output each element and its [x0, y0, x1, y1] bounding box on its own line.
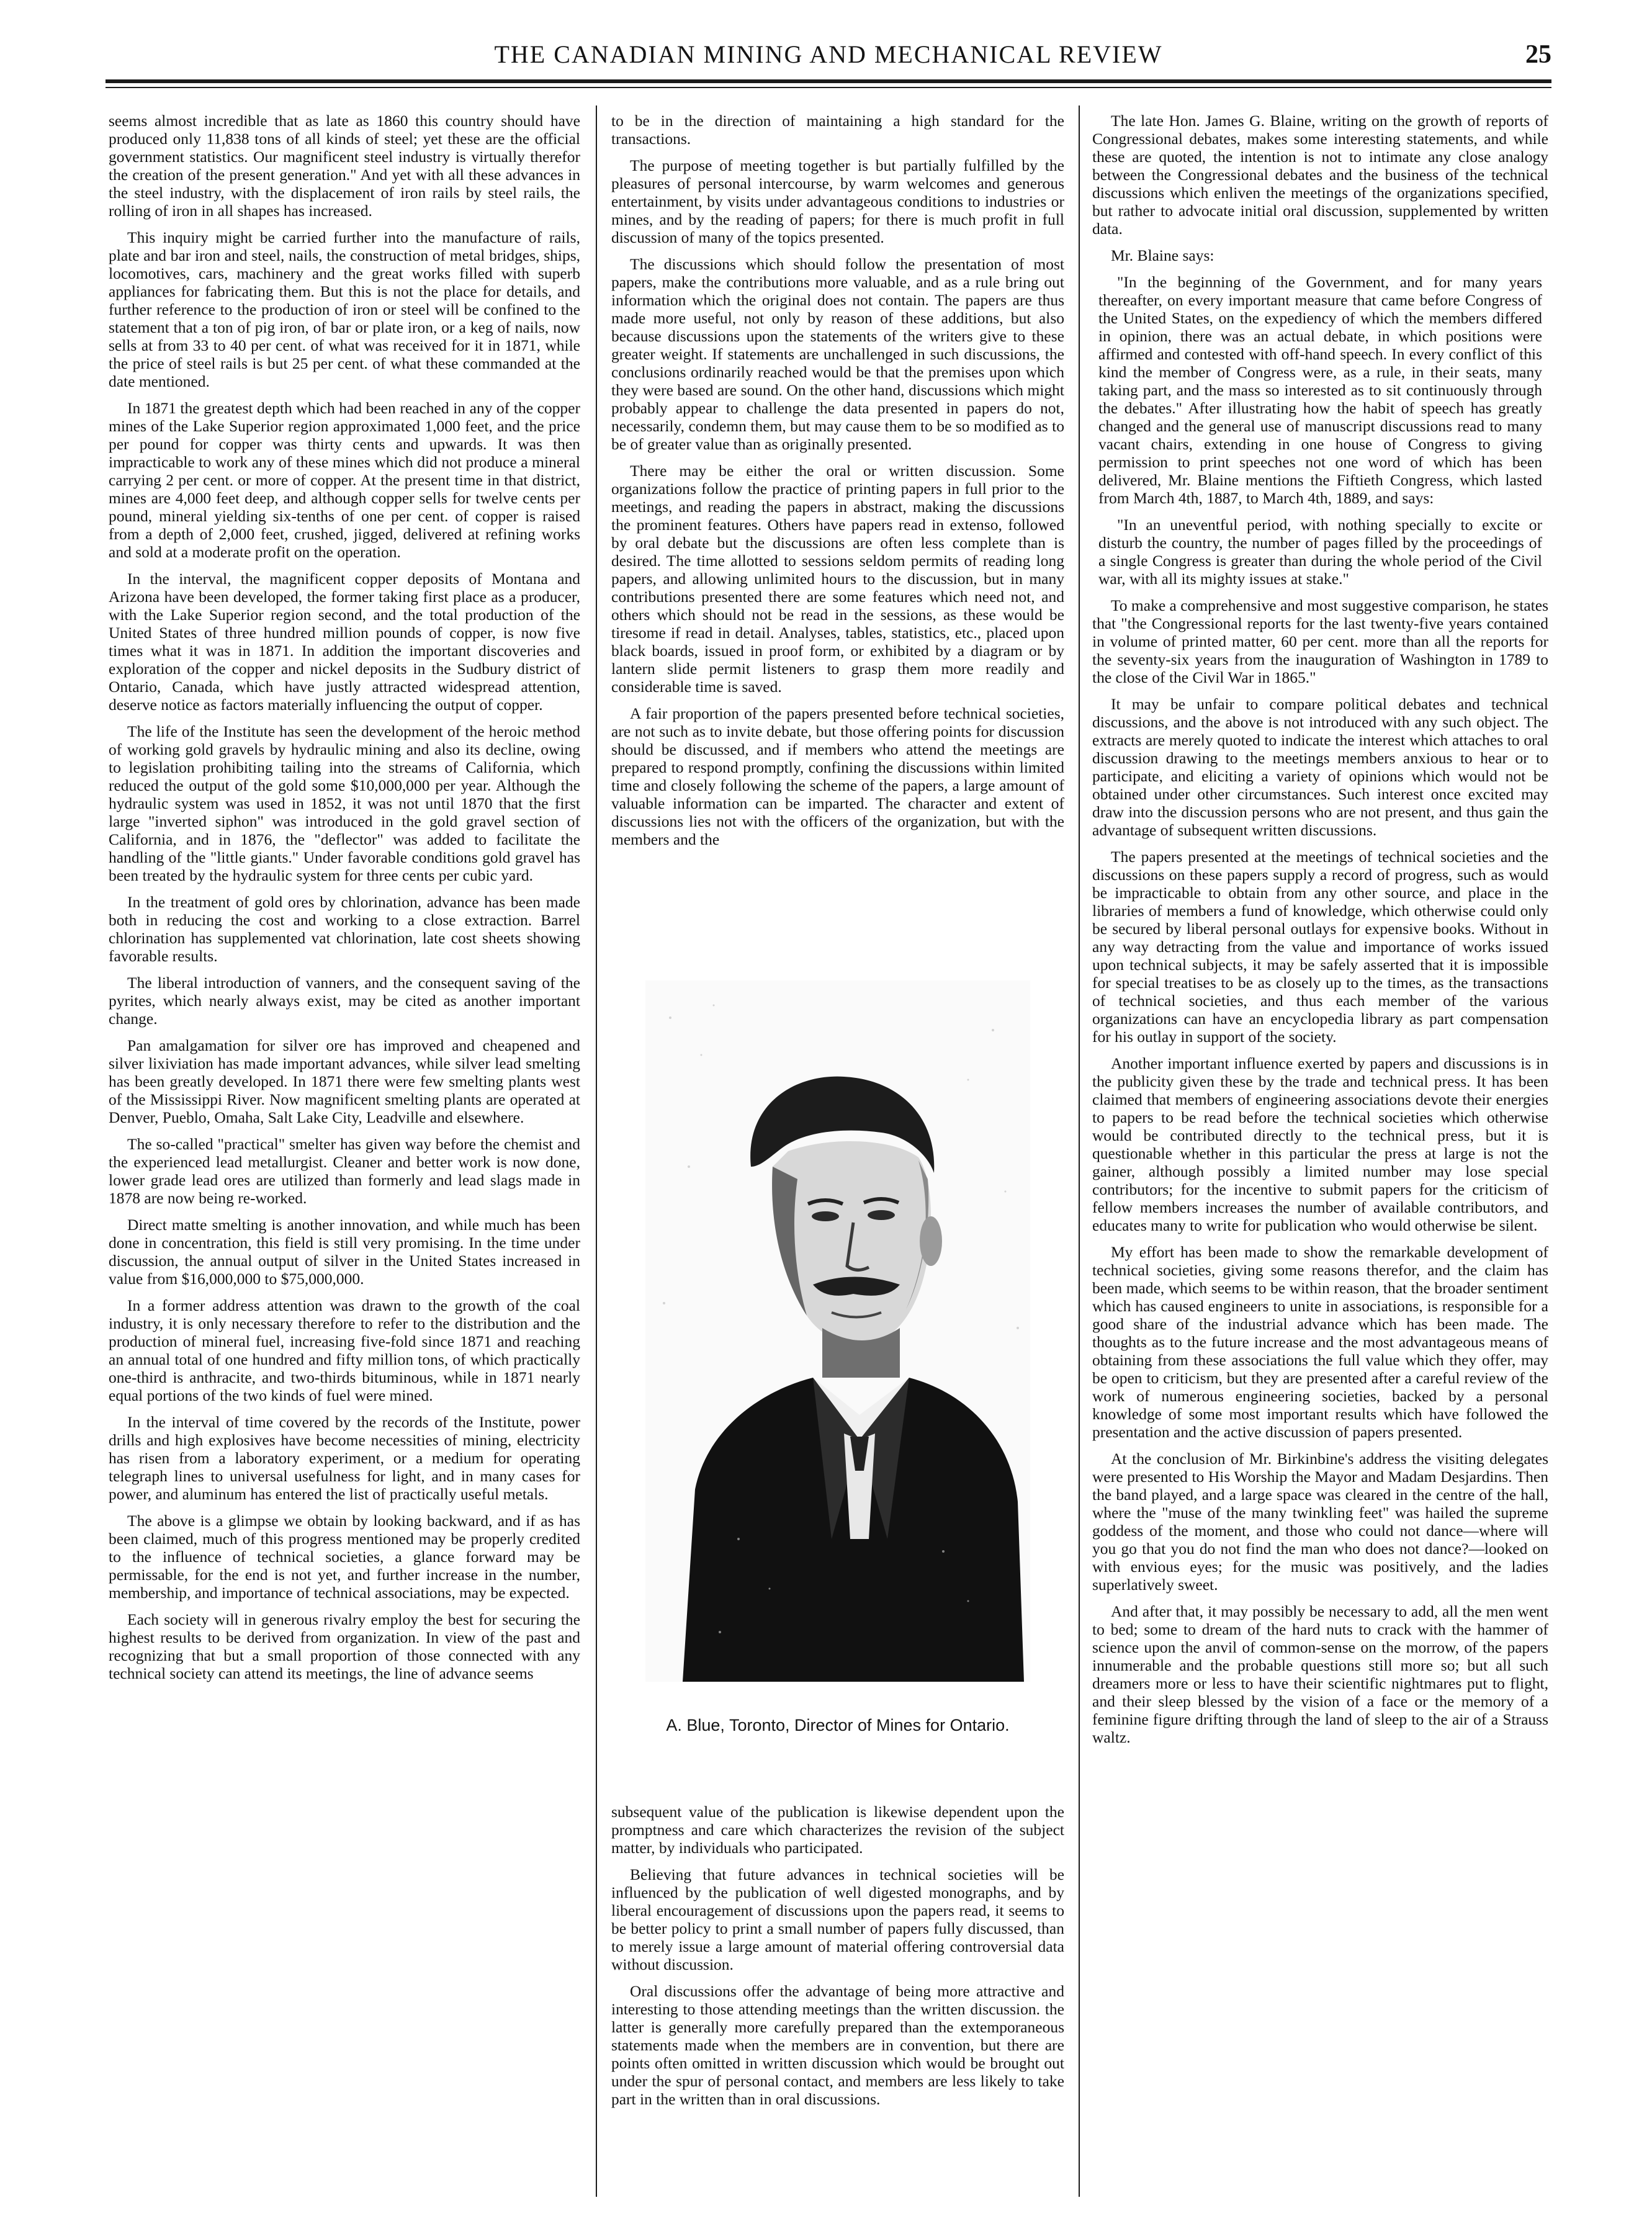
paragraph: The liberal introduction of vanners, and the consequent saving of the pyrites, which nearly always exist, may be cited as another important change. [109, 974, 580, 1028]
paragraph: Mr. Blaine says: [1111, 246, 1214, 264]
header-rule-thick [105, 79, 1551, 83]
paragraph: to be in the direction of maintaining a high standard for the transactions. [611, 112, 1064, 148]
column-3 [1092, 112, 1548, 2197]
paragraph: Oral discussions offer the advantage of being more attractive and interesting to those attending meetings than the written discussion. the latter is generally more carefully prepared than the extemporaneous statements made when the members are in convention, but there are points often omitted in written discussion which would be brought out under the spur of personal contact, and members are less likely to take part in the written than in oral discussions. [611, 1982, 1064, 2108]
paragraph: The purpose of meeting together is but partially fulfilled by the pleasures of personal intercourse, by warm welcomes and generous entertainment, by visits under advantageous conditions to industries or mines, and by the reading of papers; for there is much profit in full discussion of many of the topics presented. [611, 156, 1064, 246]
column-2-top [611, 112, 1064, 968]
paragraph: The above is a glimpse we obtain by looking backward, and if as has been claimed, much of this progress mentioned may be properly credited to the influence of technical societies, a glance forward may be permissable, for the end is not yet, and further increase in the number, membership, and importance of technical associations, may be expected. [109, 1512, 580, 1602]
paragraph: The life of the Institute has seen the development of the heroic method of working gold gravels by hydraulic mining and also its decline, owing to legislation prohibiting tailing into the streams of California, which reduced the output of the gold some $10,000,000 per year. Although the hydraulic system was used in 1852, it was not until 1870 that the first large "inverted siphon" was introduced in the gold gravel section of California, and in 1876, the "deflector" was added to facilitate the handling of the "little giants." Under favorable conditions gold gravel has been treated by the hydraulic system for three cents per cubic yard. [109, 722, 580, 884]
paragraph: Pan amalgamation for silver ore has improved and cheapened and silver lixiviation has made important advances, while silver lead smelting has been greatly developed. In 1871 there were few smelting plants west of the Mississippi River. Now magnificent smelting plants are operated at Denver, Pueblo, Omaha, Salt Lake City, Leadville and elsewhere. [109, 1036, 580, 1126]
paragraph: The so-called "practical" smelter has given way before the chemist and the experienced lead metallurgist. Cleaner and better work is now done, lower grade lead ores are utilized than formerly and lead slags made in 1878 are now being re-worked. [109, 1135, 580, 1207]
paragraph: In the interval of time covered by the records of the Institute, power drills and high explosives have become necessities of mining, electricity has risen from a laboratory experiment, or a medium for operating telegraph lines to universal usefulness for light, and in many cases for power, and aluminum has entered the list of practically useful metals. [109, 1413, 580, 1503]
quotation: "In an uneventful period, with nothing specially to excite or disturb the country, the number of pages filled by the proceedings of a single Congress is greater than during the whole period of the Civil war, with all its mighty issues at stake." [1098, 516, 1542, 588]
paragraph: seems almost incredible that as late as 1860 this country should have produced only 11,838 tons of all kinds of steel; yet these are the official government statistics. Our magnificent steel industry is virtually therefor the creation of the present generation." And yet with all these advances in the steel industry, with the displacement of iron rails by steel rails, the rolling of iron in all shapes has increased. [109, 112, 580, 220]
column-1 [109, 112, 580, 2197]
portrait-engraving [645, 980, 1030, 1682]
page-number: 25 [1525, 40, 1551, 69]
quotation: "In the beginning of the Government, and for many years thereafter, on every important measure that came before Congress of the United States, on the expediency of which the members differed in opinion, there was an actual debate, in which positions were affirmed and contested with off-hand speech. In every conflict of this kind the member of Congress were, as a rule, in their seats, many taking part, and the mass so interested as to sit continuously through the debates." After illustrating how the habit of speech has greatly changed and the general use of manuscript discussions read to many vacant chairs, extending in one house of Congress to giving permission to print speeches not one word of which has been delivered, Mr. Blaine mentions the Fiftieth Congress, which lasted from March 4th, 1887, to March 4th, 1889, and says: [1098, 273, 1542, 507]
paragraph: In 1871 the greatest depth which had been reached in any of the copper mines of the Lake Superior region approximated 1,000 feet, and the price per pound for copper was thirty cents and upwards. It was then impracticable to work any of these mines which did not produce a mineral carrying 2 per cent. or more of copper. At the present time in that district, mines are 4,000 feet deep, and although copper sells for twelve cents per pound, mineral yielding six-tenths of one per cent. of copper is raised from a depth of 2,000 feet, crushed, jigged, delivered at refining works and sold at a moderate profit on the operation. [109, 399, 580, 561]
column-divider-2 [1079, 105, 1080, 2197]
paragraph: In the treatment of gold ores by chlorination, advance has been made both in reducing the cost and working to a close extraction. Barrel chlorination has supplemented vat chlorination, late cost sheets showing favorable results. [109, 893, 580, 965]
paragraph: The discussions which should follow the presentation of most papers, make the contributions more valuable, and as a rule bring out information which the original does not contain. The papers are thus made more useful, not only by reason of these additions, but also because discussions upon the statements of the writers give to these greater weight. If statements are unchallenged in such discussions, the conclusions ordinarily reached would be that the premises upon which they were based are sound. On the other hand, discussions which might probably appear to challenge the data presented in papers do not, necessarily, condemn them, but may cause them to be so modified as to be of greater value than as originally presented. [611, 255, 1064, 453]
column-2-bottom [611, 1803, 1064, 2197]
paragraph: In the interval, the magnificent copper deposits of Montana and Arizona have been developed, the former taking first place as a producer, with the Lake Superior region second, and the total production of the United States of three hundred million pounds of copper, is now five times what it was in 1871. In addition the important discoveries and exploration of the copper and nickel deposits in the Sudbury district of Ontario, Canada, which have justly attracted widespread attention, deserve notice as factors materially influencing the output of copper. [109, 570, 580, 714]
paragraph: Believing that future advances in technical societies will be influenced by the publication of well digested monographs, and by liberal encouragement of discussions upon the papers read, it seems to be better policy to print a small number of papers fully discussed, than to merely issue a large amount of material offering controversial data without discussion. [611, 1865, 1064, 1973]
paragraph: There may be either the oral or written discussion. Some organizations follow the practice of printing papers in full prior to the meetings, and reading the papers in abstract, making the discussions the prominent features. Others have papers read in extenso, followed by oral debate but the discussions are often less complete than is desired. The time allotted to sessions seldom permits of reading long papers, and allowing unlimited hours to the discussion, but in many contributions presented there are some features which need not, and others which should not be read in the sessions, as these would be tiresome if read in detail. Analyses, tables, statistics, etc., placed upon black boards, issued in proof form, or exhibited by a diagram or by lantern slide permit listeners to grasp them more readily and considerable time is saved. [611, 462, 1064, 696]
portrait-photo [645, 980, 1030, 1682]
paragraph: My effort has been made to show the remarkable development of technical societies, giving some reasons therefor, and the claim has been made, which seems to be within reason, that the broader sentiment which has caused engineers to unite in associations, is responsible for a good share of the industrial advance which has been made. The thoughts as to the future increase and the most advantageous means of obtaining from these associations the full value which they offer, may be open to criticism, but they are presented after a careful review of the work of numerous engineering societies, backed by a personal knowledge of some most important results which have followed the presentation and the active discussion of papers presented. [1092, 1243, 1548, 1441]
column-divider-1 [596, 105, 597, 2197]
figure-caption: A. Blue, Toronto, Director of Mines for Ontario. [666, 1716, 1010, 1734]
header-rule-thin [105, 87, 1551, 88]
publication-title: THE CANADIAN MINING AND MECHANICAL REVIEW [494, 40, 1163, 68]
paragraph: It may be unfair to compare political debates and technical discussions, and the above is not introduced with any such object. The extracts are merely quoted to indicate the interest which attaches to oral discussion drawing to the meetings members anxious to hear or to participate, and eliciting a variety of opinions which would not be obtained under other circumstances. Such interest once excited may draw into the discussion persons who are not present, and thus gain the advantage of subsequent written discussions. [1092, 695, 1548, 839]
portrait-figure [611, 980, 1064, 1750]
paragraph: subsequent value of the publication is likewise dependent upon the promptness and care which characterizes the revision of the subject matter, by individuals who participated. [611, 1803, 1064, 1857]
paragraph: At the conclusion of Mr. Birkinbine's address the visiting delegates were presented to His Worship the Mayor and Madam Desjardins. Then the band played, and a large space was cleared in the centre of the hall, where the "muse of the many twinkling feet" was hailed the supreme goddess of the moment, and those who could not dance—where will you go that you do not find the man who does not dance?—looked on with envious eyes; for the music was positively, and the ladies superlatively sweet. [1092, 1450, 1548, 1594]
paragraph: In a former address attention was drawn to the growth of the coal industry, it is only necessary therefore to refer to the distribution and the production of mineral fuel, increasing five-fold since 1871 and reaching an annual total of one hundred and fifty million tons, of which practically one-third is anthracite, and two-thirds bituminous, while in 1871 nearly equal portions of the two kinds of fuel were mined. [109, 1296, 580, 1404]
paragraph: Each society will in generous rivalry employ the best for securing the highest results to be derived from organization. In view of the past and recognizing that but a small proportion of those connected with any technical society can attend its meetings, the line of advance seems [109, 1610, 580, 1682]
paragraph: And after that, it may possibly be necessary to add, all the men went to bed; some to dream of the hard nuts to crack with the hammer of science upon the anvil of common-sense on the morrow, of the papers innumerable and the probable questions still more so; but all such dreamers more or less to have their scientific nightmares put to flight, and their sleep blessed by the vision of a face or the memory of a feminine figure drifting through the land of sleep to the air of a Strauss waltz. [1092, 1602, 1548, 1746]
page-header [105, 37, 1551, 74]
paragraph: A fair proportion of the papers presented before technical societies, are not such as to invite debate, but those offering points for discussion should be discussed, and if members who attend the meetings are prepared to respond promptly, confining the discussions within limited time and closely following the scheme of the papers, a large amount of valuable information can be imparted. The character and extent of discussions lies not with the officers of the organization, but with the members and the [611, 704, 1064, 848]
paragraph: The papers presented at the meetings of technical societies and the discussions on these papers supply a record of progress, such as would be impracticable to obtain from any other source, and place in the libraries of members a fund of knowledge, which otherwise could only be secured by liberal personal outlays for expensive books. Without in any way detracting from the value and importance of works issued upon technical subjects, it may be safely asserted that it is impossible for special treatises to be as closely up to the times, as the transactions of technical societies, and thus each member of the various organizations can have an encyclopedia library as part compensation for his outlay in support of the society. [1092, 848, 1548, 1046]
paragraph: To make a comprehensive and most suggestive comparison, he states that "the Congressional reports for the last twenty-five years contained in volume of printed matter, 60 per cent. more than all the reports for the seventy-six years from the inauguration of Washington in 1789 to the close of the Civil War in 1865." [1092, 596, 1548, 686]
paragraph: Another important influence exerted by papers and discussions is in the publicity given these by the trade and technical press. It has been claimed that members of engineering associations devote their energies to papers to be read before the technical societies which otherwise would be contributed directly to the technical press, but it is questionable whether in this particular the press at large is not the gainer, although possibly a limited number may lose special contributors; for the incentive to submit papers for the criticism of fellow members increases the number of available contributors, and educates many to write for publication who would otherwise be silent. [1092, 1054, 1548, 1234]
paragraph: Direct matte smelting is another innovation, and while much has been done in concentration, this field is still very promising. In the time under discussion, the annual output of silver in the United States increased in value from $16,000,000 to $75,000,000. [109, 1216, 580, 1288]
paragraph: This inquiry might be carried further into the manufacture of rails, plate and bar iron and steel, nails, the construction of metal bridges, ships, locomotives, cars, machinery and the great works filled with superb appliances for fabricating them. But this is not the place for details, and further reference to the production of iron or steel will be confined to the statement that a ton of pig iron, of bar or plate iron, or a keg of nails, now sells at from 33 to 40 per cent. of what was received for it in 1871, while the price of steel rails is but 25 per cent. of what these commanded at the date mentioned. [109, 228, 580, 390]
paragraph: The late Hon. James G. Blaine, writing on the growth of reports of Congressional debates, makes some interesting statements, and while these are quoted, the intention is not to intimate any close analogy between the Congressional debates and the business of the technical discussions which enliven the meetings of the organizations specified, but rather to advocate initial oral discussion, supplemented by written data. [1092, 112, 1548, 238]
